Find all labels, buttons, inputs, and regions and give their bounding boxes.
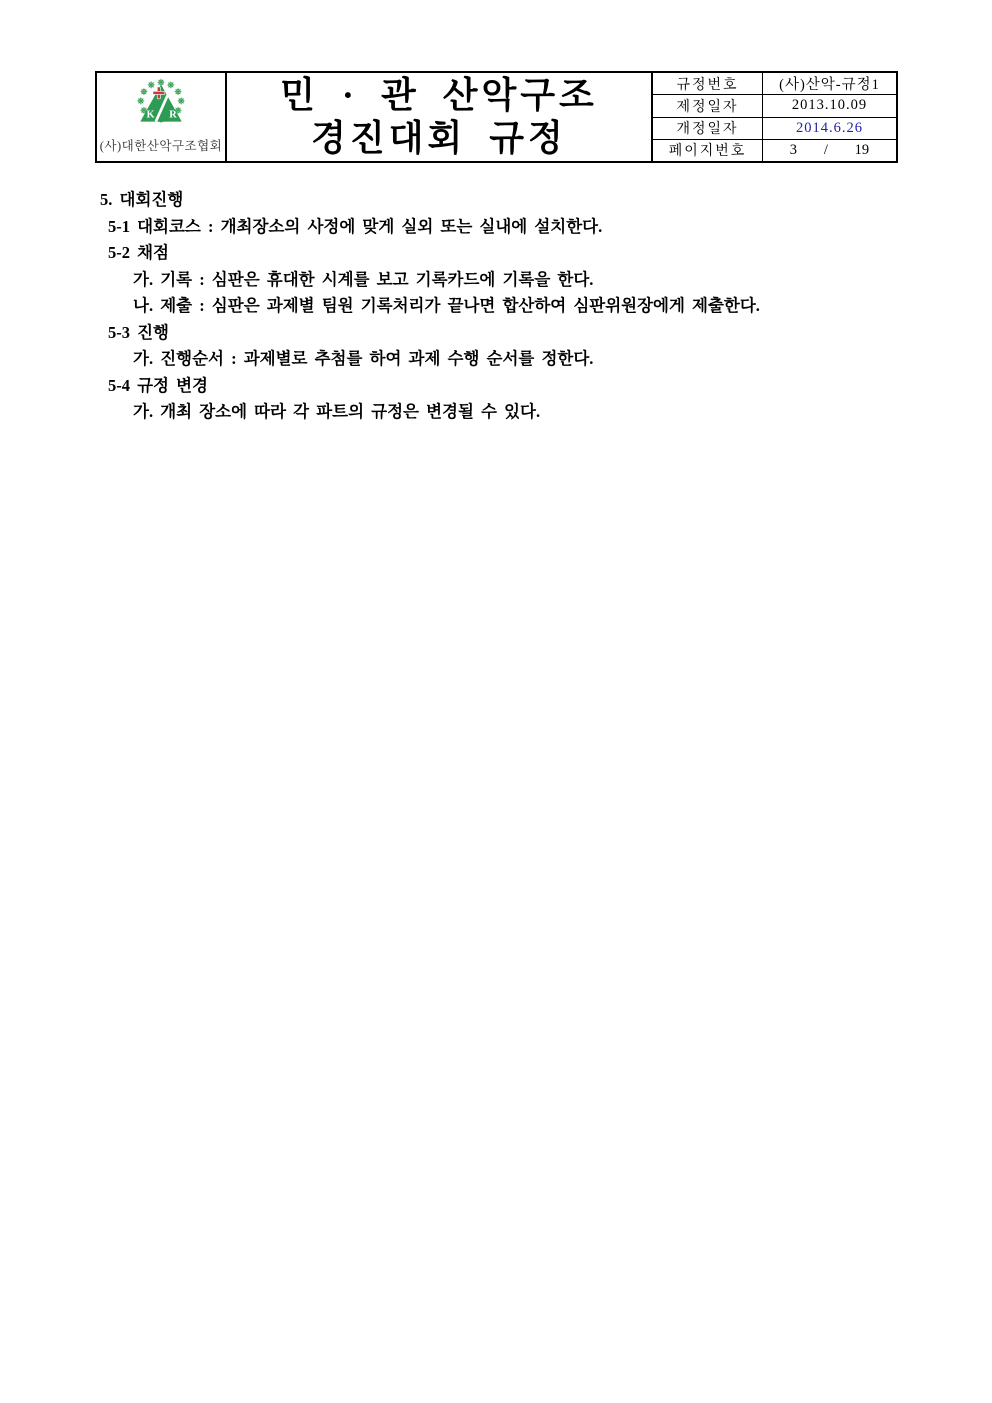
clause-5-2-na: 나. 제출 : 심판은 과제별 팀원 기록처리가 끝나면 합산하여 심판위원장에게 제출한다. [133,296,760,315]
regulation-number-value: (사)산악-규정1 [779,77,880,94]
clause-5-3-ga: 가. 진행순서 : 과제별로 추첨를 하여 과제 수행 순서를 정한다. [133,349,594,368]
document-info-table [653,73,896,161]
document-title-line1: 민 · 관 산악구조 [280,75,598,115]
document-title-line2: 경진대회 규정 [311,118,567,158]
clause-5-4-ga: 가. 개최 장소에 따라 각 파트의 규정은 변경될 수 있다. [133,402,541,421]
document-title-cell [227,73,653,161]
enactment-date-value: 2013.10.09 [791,97,868,114]
revision-date-label: 개정일자 [653,118,763,139]
clause-5-3: 5-3 진행 [108,322,169,342]
page-number-label: 페이지번호 [653,140,763,161]
clause-5-4: 5-4 규정 변경 [108,375,209,395]
page-number-value [763,140,896,161]
document-body [0,187,992,426]
clause-5-2-ga: 가. 기록 : 심판은 휴대한 시계를 보고 기록카드에 기록을 한다. [133,269,594,289]
organization-name: (사)대한산악구조협회 [99,139,223,153]
rescue-association-logo-icon [131,78,191,130]
document-header-table [95,71,898,163]
logo-letter-k: K [146,109,155,121]
info-row-regulation-number [653,73,896,95]
info-row-page-number [653,140,896,161]
revision-date-value: 2014.6.26 [796,119,863,136]
page-current: 3 [789,141,798,158]
section-heading: 5. 대회진행 [100,190,184,209]
page-total: 19 [854,141,870,158]
clause-5-2: 5-2 채점 [108,243,169,262]
clause-5-1: 5-1 대회코스 : 개최장소의 사정에 맞게 실외 또는 실내에 설치한다. [108,216,603,236]
logo-letter-r: R [169,109,177,121]
info-row-revision-date [653,118,896,140]
logo-cell [97,73,227,161]
page-separator: / [823,141,828,158]
enactment-date-label: 제정일자 [653,95,763,116]
info-row-enactment-date [653,95,896,117]
regulation-number-label: 규정번호 [653,73,763,94]
